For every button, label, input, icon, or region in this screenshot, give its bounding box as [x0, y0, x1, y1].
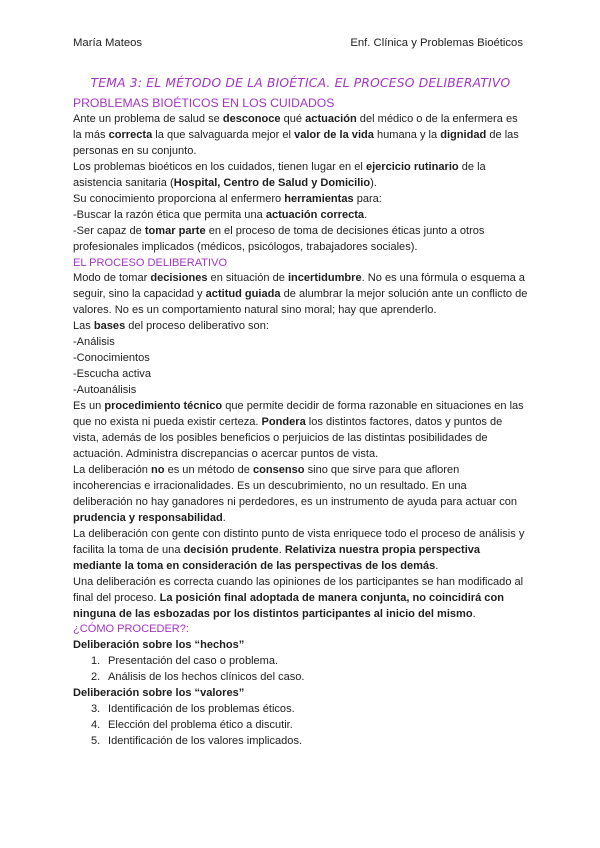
text-run: de alumbrar la mejor solución ante un conflicto de valores. No es un comportamiento natural sino moral; hay que aprenderlo. [73, 288, 528, 317]
paragraph [73, 160, 528, 192]
text-run: Los problemas bioéticos en los cuidados, tienen lugar en el [73, 160, 366, 173]
text-run: Ante un problema de salud se [73, 112, 223, 125]
subheading-valores: Deliberación sobre los “valores” [73, 687, 245, 700]
bold-text: herramientas [284, 192, 354, 205]
list-item [73, 718, 528, 734]
bold-text: decisiones [150, 272, 208, 285]
header-course: Enf. Clínica y Problemas Bioéticos [350, 37, 523, 49]
bases-list [73, 335, 528, 399]
paragraph [73, 224, 528, 256]
list-number: 4. [91, 719, 101, 732]
list-item [73, 734, 528, 750]
bold-text: La posición final adoptada de manera conjunta, no coincidirá con ninguna de las esbozadas por los distintos participantes al inicio del mismo [73, 591, 504, 620]
list-text: Elección del problema ético a discutir. [108, 719, 293, 732]
list-text: Análisis de los hechos clínicos del caso. [108, 671, 305, 684]
text-run: de la asistencia sanitaria ( [73, 160, 486, 189]
list-item [73, 702, 528, 718]
text-run: Su conocimiento proporciona al enfermero [73, 192, 285, 205]
text-run: del proceso deliberativo son: [125, 320, 269, 333]
bold-text: desconoce [222, 112, 281, 125]
subheading-hechos: Deliberación sobre los “hechos” [73, 639, 245, 652]
text-run: en situación de [207, 272, 288, 285]
text-run: La deliberación [73, 463, 151, 476]
paragraph [73, 319, 528, 335]
text-run: la que salvaguarda mejor el [152, 128, 295, 141]
text-run: qué [280, 112, 306, 125]
bold-text: ejercicio rutinario [365, 160, 459, 173]
text-run: para: [353, 192, 382, 205]
header-author: María Mateos [73, 37, 143, 49]
bold-text: Pondera [261, 416, 306, 429]
paragraph [73, 208, 528, 224]
list-number: 3. [91, 703, 101, 716]
bold-text: bases [93, 320, 126, 333]
paragraph [73, 463, 528, 527]
bold-text: actuación correcta [265, 208, 365, 221]
bold-text: actuación [305, 112, 357, 125]
paragraph [73, 271, 528, 319]
bold-text: no [151, 463, 165, 476]
text-run: . [364, 208, 368, 221]
list-text: Identificación de los valores implicados. [108, 735, 303, 748]
list-item: -Análisis [73, 336, 115, 349]
list-number: 1. [91, 655, 101, 668]
text-run: -Buscar la razón ética que permita una [73, 208, 266, 221]
text-run: del médico o de la enfermera es la más [73, 112, 518, 141]
paragraph [73, 192, 528, 208]
hechos-list [73, 654, 528, 686]
text-run: de las personas en su conjunto. [73, 128, 519, 157]
bold-text: tomar parte [144, 224, 206, 237]
text-run: Modo de tomar [73, 272, 151, 285]
document-body [73, 73, 528, 750]
text-run: es un método de [164, 463, 253, 476]
text-run: La deliberación con gente con distinto punto de vista enriquece todo el proceso de análisis y facilita la toma de una [73, 527, 525, 556]
list-item [73, 654, 528, 670]
text-run: sino que sirve para que afloren incoherencias e irracionalidades. Es un descubrimiento, no un resultado. En una deliberación no hay ganadores ni perdedores, es un instrumento de ayuda para actuar con [73, 463, 518, 508]
text-run: en el proceso de toma de decisiones éticas junto a otros profesionales implicados (médicos, psicólogos, trabajadores sociales). [73, 224, 485, 253]
text-run: . [472, 607, 476, 620]
list-item: -Escucha activa [73, 368, 151, 381]
paragraph [73, 399, 528, 463]
bold-text: valor de la vida [294, 128, 374, 141]
section-heading-proceso: EL PROCESO DELIBERATIVO [73, 256, 228, 269]
section-heading-como-proceder: ¿CÓMO PROCEDER?: [73, 623, 190, 636]
text-run: que permite decidir de forma razonable en situaciones en las que no exista ni pueda existir certeza. [73, 400, 524, 429]
section-heading-problemas: PROBLEMAS BIOÉTICOS EN LOS CUIDADOS [73, 96, 335, 110]
bold-text: dignidad [440, 128, 487, 141]
bold-text: correcta [108, 128, 153, 141]
list-item [73, 670, 528, 686]
bold-text: consenso [252, 463, 305, 476]
bold-text: decisión prudente [183, 543, 279, 556]
bold-text: Hospital, Centro de Salud y Domicilio [173, 176, 371, 189]
paragraph [73, 112, 528, 160]
text-run: los distintos factores, datos y puntos de vista, además de los posibles beneficios o perjuicios de las distintas posibilidades de actuación. Administra discrepancias o acercar puntos de vista. [73, 416, 503, 460]
text-run: ). [370, 176, 377, 189]
bold-text: incertidumbre [287, 272, 362, 285]
list-item: -Autoanálisis [73, 384, 137, 397]
bold-text: actitud guiada [205, 288, 281, 301]
bold-text: procedimiento técnico [104, 400, 223, 413]
document-title: TEMA 3: EL MÉTODO DE LA BIOÉTICA. EL PROCESO DELIBERATIVO [90, 76, 511, 90]
list-number: 5. [91, 735, 101, 748]
paragraph [73, 575, 528, 623]
text-run: Las [73, 320, 94, 333]
list-number: 2. [91, 671, 101, 684]
valores-list [73, 702, 528, 750]
list-text: Identificación de los problemas éticos. [108, 703, 295, 716]
text-run: . [278, 543, 285, 556]
list-item: -Conocimientos [73, 352, 150, 365]
paragraph [73, 527, 528, 575]
text-run: Una deliberación es correcta cuando las opiniones de los participantes se han modificado al final del proceso. [73, 575, 524, 604]
text-run: humana y la [373, 128, 441, 141]
bold-text: Relativiza nuestra propia perspectiva mediante la toma en consideración de las perspectivas de los demás [73, 543, 481, 572]
text-run: Es un [73, 400, 105, 413]
text-run: . No es una fórmula o esquema a seguir, sino la capacidad y [73, 272, 525, 301]
text-run: -Ser capaz de [73, 224, 145, 237]
text-run: . [222, 511, 226, 524]
list-text: Presentación del caso o problema. [108, 655, 279, 668]
text-run: . [435, 559, 439, 572]
bold-text: prudencia y responsabilidad [73, 511, 223, 524]
